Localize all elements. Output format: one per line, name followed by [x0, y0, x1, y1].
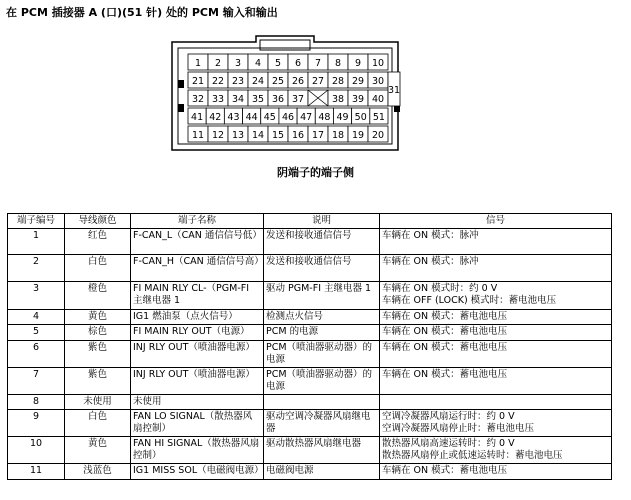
description-cell: PCM 的电源: [264, 325, 380, 341]
wire-color-cell: 白色: [65, 410, 131, 437]
pin-number: 17: [311, 130, 325, 141]
pin-number: 4: [254, 58, 262, 69]
table-row: [8, 341, 612, 368]
wire-color-cell: 白色: [65, 255, 131, 282]
signal-cell: [380, 229, 612, 255]
table-row: [8, 255, 612, 282]
pin-number: 24: [251, 76, 265, 87]
pin-number: 47: [300, 112, 313, 123]
pin-number: 35: [251, 94, 265, 105]
terminal-name-cell: INJ RLY OUT（喷油器电源）: [131, 341, 264, 368]
pin-number: 37: [291, 94, 305, 105]
terminal-no-cell: 6: [8, 341, 65, 368]
wire-color-cell: 浅蓝色: [65, 464, 131, 480]
terminal-no-cell: 8: [8, 395, 65, 410]
terminal-name-cell: FAN LO SIGNAL（散热器风扇控制）: [131, 410, 264, 437]
terminal-no-cell: 9: [8, 410, 65, 437]
pin-number: 27: [311, 76, 325, 87]
signal-cell: [380, 282, 612, 310]
pin-number: 50: [354, 112, 367, 123]
table-row: [8, 395, 612, 410]
table-row: [8, 229, 612, 255]
signal-line: 车辆在 ON 模式：蓄电池电压: [382, 465, 508, 476]
pin-number: 34: [231, 94, 245, 105]
terminal-no-cell: 3: [8, 282, 65, 310]
pin-number: 28: [331, 76, 345, 87]
terminal-no-cell: 2: [8, 255, 65, 282]
terminal-name-cell: F-CAN_L（CAN 通信信号低）: [131, 229, 264, 255]
wire-color-cell: 橙色: [65, 282, 131, 310]
wire-color-cell: 棕色: [65, 325, 131, 341]
pin-number: 48: [318, 112, 331, 123]
pin-number: 6: [294, 58, 302, 69]
signal-line: 车辆在 ON 模式：蓄电池电压: [382, 311, 508, 322]
signal-cell: [380, 255, 612, 282]
pin-number: 39: [351, 94, 365, 105]
pin-number: 31: [387, 85, 401, 96]
terminal-no-cell: 11: [8, 464, 65, 480]
terminal-name-cell: INJ RLY OUT（喷油器电源）: [131, 368, 264, 395]
pin-number: 16: [291, 130, 305, 141]
signal-line: 车辆在 ON 模式：蓄电池电压: [382, 326, 508, 337]
pin-number: 42: [209, 112, 222, 123]
pin-number: 20: [371, 130, 385, 141]
signal-line: 空调冷凝器风扇停止时：蓄电池电压: [382, 423, 535, 434]
pin-number: 25: [271, 76, 285, 87]
terminal-no-cell: 5: [8, 325, 65, 341]
signal-line: 车辆在 ON 模式：脉冲: [382, 230, 479, 241]
terminal-no-cell: 4: [8, 310, 65, 325]
pin-number: 18: [331, 130, 345, 141]
description-cell: 驱动 PGM-FI 主继电器 1: [264, 282, 380, 310]
terminal-name-cell: 未使用: [131, 395, 264, 410]
signal-line: 空调冷凝器风扇运行时：约 0 V: [382, 411, 515, 422]
header-wire-color: 导线颜色: [65, 214, 131, 229]
terminal-name-cell: IG1 MISS SOL（电磁阀电源）: [131, 464, 264, 480]
pin-number: 26: [291, 76, 305, 87]
pin-number: 46: [281, 112, 295, 123]
description-cell: PCM（喷油器驱动器）的电源: [264, 341, 380, 368]
signal-cell: [380, 410, 612, 437]
connector-diagram: [168, 32, 402, 154]
signal-line: 散热器风扇高速运转时：约 0 V: [382, 438, 515, 449]
signal-line: 车辆在 OFF (LOCK) 模式时：蓄电池电压: [382, 295, 557, 306]
description-cell: 发送和接收通信信号: [264, 229, 380, 255]
pin-number: 29: [351, 76, 365, 87]
wire-color-cell: 紫色: [65, 368, 131, 395]
terminal-no-cell: 7: [8, 368, 65, 395]
header-description: 说明: [264, 214, 380, 229]
signal-cell: [380, 437, 612, 464]
pin-number: 32: [191, 94, 205, 105]
signal-cell: [380, 368, 612, 395]
header-terminal-no: 端子编号: [8, 214, 65, 229]
pin-number: 8: [334, 58, 342, 69]
description-cell: PCM（喷油器驱动器）的电源: [264, 368, 380, 395]
pin-number: 14: [251, 130, 265, 141]
description-cell: 驱动散热器风扇继电器: [264, 437, 380, 464]
terminal-name-cell: FI MAIN RLY CL-（PGM-FI 主继电器 1: [131, 282, 264, 310]
description-cell: 检测点火信号: [264, 310, 380, 325]
terminal-no-cell: 1: [8, 229, 65, 255]
pin-number: 49: [336, 112, 349, 123]
pin-number: 30: [371, 76, 385, 87]
signal-cell: [380, 325, 612, 341]
wire-color-cell: 未使用: [65, 395, 131, 410]
pin-number: 44: [245, 112, 258, 123]
header-signal: 信号: [380, 214, 612, 229]
pin-number: 51: [372, 112, 385, 123]
pin-number: 22: [211, 76, 225, 87]
signal-cell: [380, 395, 612, 410]
signal-line: 车辆在 ON 模式时：约 0 V: [382, 283, 498, 294]
table-header-row: [8, 214, 612, 229]
wire-color-cell: 红色: [65, 229, 131, 255]
pin-number: 45: [263, 112, 276, 123]
table-row: [8, 310, 612, 325]
pin-table: [7, 213, 612, 480]
signal-cell: [380, 464, 612, 480]
signal-line: 散热器风扇停止或低速运转时：蓄电池电压: [382, 450, 563, 461]
terminal-name-cell: IG1 燃油泵（点火信号）: [131, 310, 264, 325]
pin-number: 21: [191, 76, 205, 87]
terminal-name-cell: FAN HI SIGNAL（散热器风扇控制）: [131, 437, 264, 464]
table-row: [8, 437, 612, 464]
table-row: [8, 325, 612, 341]
pin-number: 5: [274, 58, 282, 69]
terminal-name-cell: FI MAIN RLY OUT（电源）: [131, 325, 264, 341]
description-cell: 驱动空调冷凝器风扇继电器: [264, 410, 380, 437]
signal-line: 车辆在 ON 模式：蓄电池电压: [382, 342, 508, 353]
signal-cell: [380, 310, 612, 325]
pin-number: 10: [371, 58, 385, 69]
signal-line: 车辆在 ON 模式：脉冲: [382, 256, 479, 267]
wire-color-cell: 黄色: [65, 437, 131, 464]
pin-number: 33: [211, 94, 225, 105]
pin-number: 9: [354, 58, 362, 69]
signal-line: 车辆在 ON 模式：蓄电池电压: [382, 369, 508, 380]
pin-number: 36: [271, 94, 285, 105]
signal-cell: [380, 341, 612, 368]
pin-number: 40: [371, 94, 385, 105]
wire-color-cell: 紫色: [65, 341, 131, 368]
pin-number: 12: [211, 130, 225, 141]
pin-number: 2: [214, 58, 222, 69]
table-row: [8, 282, 612, 310]
table-row: [8, 464, 612, 480]
pin-number: 41: [191, 112, 204, 123]
pin-number: 3: [234, 58, 242, 69]
pin-number: 1: [194, 58, 202, 69]
terminal-name-cell: F-CAN_H（CAN 通信信号高）: [131, 255, 264, 282]
pin-number: 19: [351, 130, 365, 141]
terminal-no-cell: 10: [8, 437, 65, 464]
pin-number: 7: [314, 58, 322, 69]
page-title: 在 PCM 插接器 A (口)(51 针) 处的 PCM 输入和输出: [6, 6, 278, 19]
pin-number: 11: [191, 130, 205, 141]
wire-color-cell: 黄色: [65, 310, 131, 325]
pin-number: 15: [271, 130, 285, 141]
description-cell: [264, 395, 380, 410]
pin-number: 23: [231, 76, 245, 87]
pin-number: 13: [231, 130, 245, 141]
description-cell: 电磁阀电源: [264, 464, 380, 480]
pin-number: 43: [227, 112, 240, 123]
connector-caption: 阴端子的端子侧: [277, 166, 354, 179]
pin-number: 38: [331, 94, 345, 105]
table-row: [8, 410, 612, 437]
header-terminal-name: 端子名称: [131, 214, 264, 229]
description-cell: 发送和接收通信信号: [264, 255, 380, 282]
table-row: [8, 368, 612, 395]
